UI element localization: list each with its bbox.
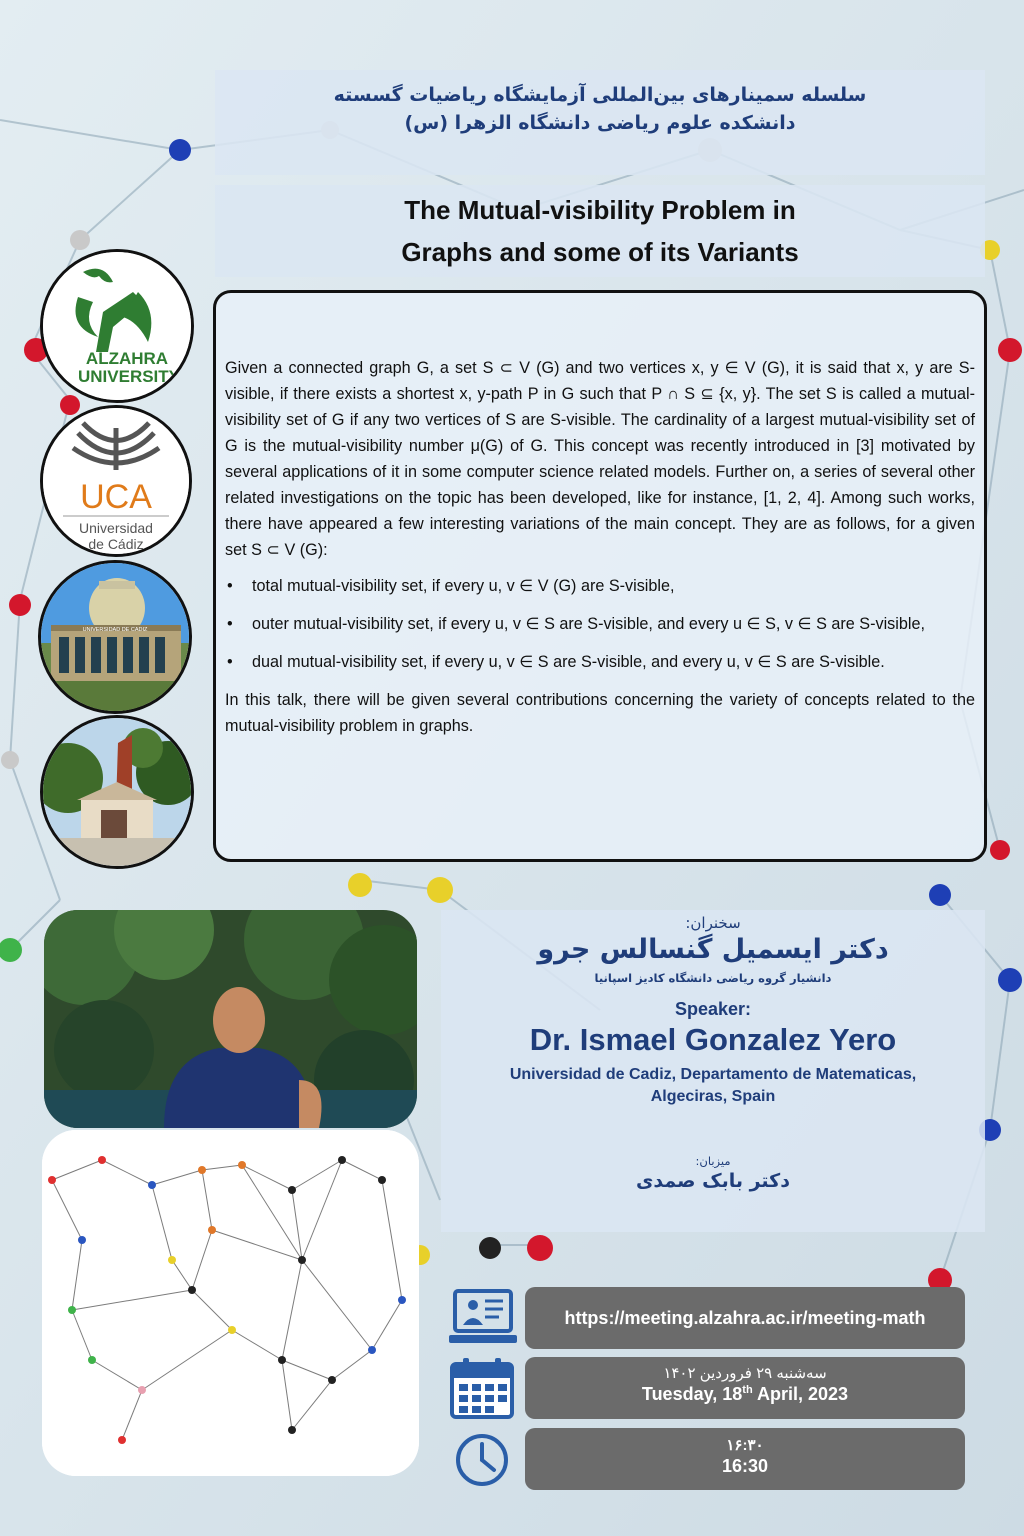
video-lecture-icon — [447, 1287, 519, 1349]
date-box — [525, 1357, 965, 1419]
calendar-icon — [449, 1356, 515, 1420]
clock-icon — [454, 1432, 510, 1488]
speaker-label-en: Speaker: — [674, 999, 752, 1019]
date-en-suffix: April, 2023 — [752, 1384, 849, 1404]
campus-sign-text: UNIVERSIDAD DE CADIZ — [82, 627, 148, 633]
seminar-series-header — [215, 70, 985, 175]
campus-building-photo — [38, 560, 192, 714]
talk-title — [215, 185, 985, 277]
campus-building-image — [41, 563, 189, 711]
campus-chapel-image — [43, 718, 191, 866]
uca-abbr-text: UCA — [80, 478, 152, 516]
meeting-link[interactable]: https://meeting.alzahra.ac.ir/meeting-math — [525, 1287, 965, 1349]
variant-list — [225, 573, 975, 675]
speaker-label-fa: سخنران: — [685, 914, 741, 932]
alzahra-emblem-icon — [43, 252, 191, 400]
campus-chapel-photo — [40, 715, 194, 869]
talk-title-line1: The Mutual-visibility Problem in — [404, 195, 796, 225]
uca-text2: de Cádiz — [88, 536, 144, 552]
speaker-affiliation-line1: Universidad de Cadiz, Departamento de Matematicas, — [509, 1066, 917, 1083]
speaker-portrait-image — [44, 910, 417, 1128]
time-fa: ۱۶:۳۰ — [726, 1437, 764, 1454]
series-title: سلسله سمینارهای بین‌المللی آزمایشگاه ریاضیات گسسته — [333, 84, 867, 106]
alzahra-logo-text1: ALZAHRA — [85, 349, 169, 368]
speaker-panel — [441, 910, 985, 1232]
speaker-affiliation-en — [441, 1064, 985, 1108]
host-label: میزبان: — [695, 1154, 731, 1168]
abstract-paragraph: Given a connected graph G, a set S ⊂ V (G) and two vertices x, y ∈ V (G), it is said that x, y are S-visible, if there exists a shortest x, y-path P in G such that P ∩ S ⊆ {x, y}. The set S is called a mutual-visibility set of G if any two vertices of S are S-visible. The cardinality of a largest mutual-visibility set of G is the mutual-visibility number μ(G) of G. This concept was recently introduced in [3] motivated by several applications of it in some computer science related models. Further on, a series of several other related investigations on the topic has been developed, like for instance, [1, 2, 4]. Among such works, there have appeared a few interesting variations of the main concept. They are as follows, for a given set S ⊂ V (G): — [225, 359, 975, 559]
faculty-title: دانشکده علوم ریاضی دانشگاه الزهرا (س) — [404, 112, 796, 134]
abstract-box — [213, 290, 987, 862]
uca-emblem-icon — [43, 408, 189, 554]
date-en-sup: th — [742, 1384, 753, 1396]
uca-logo — [40, 405, 192, 557]
host-name: دکتر بابک صمدی — [636, 1170, 790, 1192]
time-box — [525, 1428, 965, 1490]
list-item: • total mutual-visibility set, if every u, v ∈ V (G) are S-visible, — [252, 573, 975, 599]
speaker-name-fa: دکتر ایسمیل گنسالس جرو — [537, 934, 889, 965]
network-illustration — [42, 1130, 419, 1476]
speaker-affiliation-fa: دانشیار گروه ریاضی دانشگاه کادیز اسپانیا — [594, 971, 832, 985]
time-en: 16:30 — [721, 1456, 769, 1476]
date-fa: سه‌شنبه ۲۹ فروردین ۱۴۰۲ — [663, 1365, 827, 1382]
graph-network-image — [42, 1130, 419, 1476]
uca-text1: Universidad — [79, 520, 153, 536]
list-item: • dual mutual-visibility set, if every u, v ∈ S are S-visible, and every u, v ∈ S are S-visible. — [252, 649, 975, 675]
list-item: • outer mutual-visibility set, if every u, v ∈ S are S-visible, and every u ∈ S, v ∈ S are S-visible, — [252, 611, 975, 637]
alzahra-logo-text2: UNIVERSITY — [77, 367, 181, 386]
date-en — [525, 1384, 965, 1405]
abstract-closing: In this talk, there will be given several contributions concerning the variety of concepts related to the mutual-visibility problem in graphs. — [225, 691, 975, 735]
date-en-prefix: Tuesday, 18 — [641, 1384, 743, 1404]
speaker-photo — [44, 910, 417, 1128]
talk-title-line2: Graphs and some of its Variants — [401, 237, 799, 267]
speaker-affiliation-line2: Algeciras, Spain — [650, 1088, 776, 1105]
alzahra-university-logo — [40, 249, 194, 403]
speaker-name-en: Dr. Ismael Gonzalez Yero — [529, 1022, 897, 1057]
